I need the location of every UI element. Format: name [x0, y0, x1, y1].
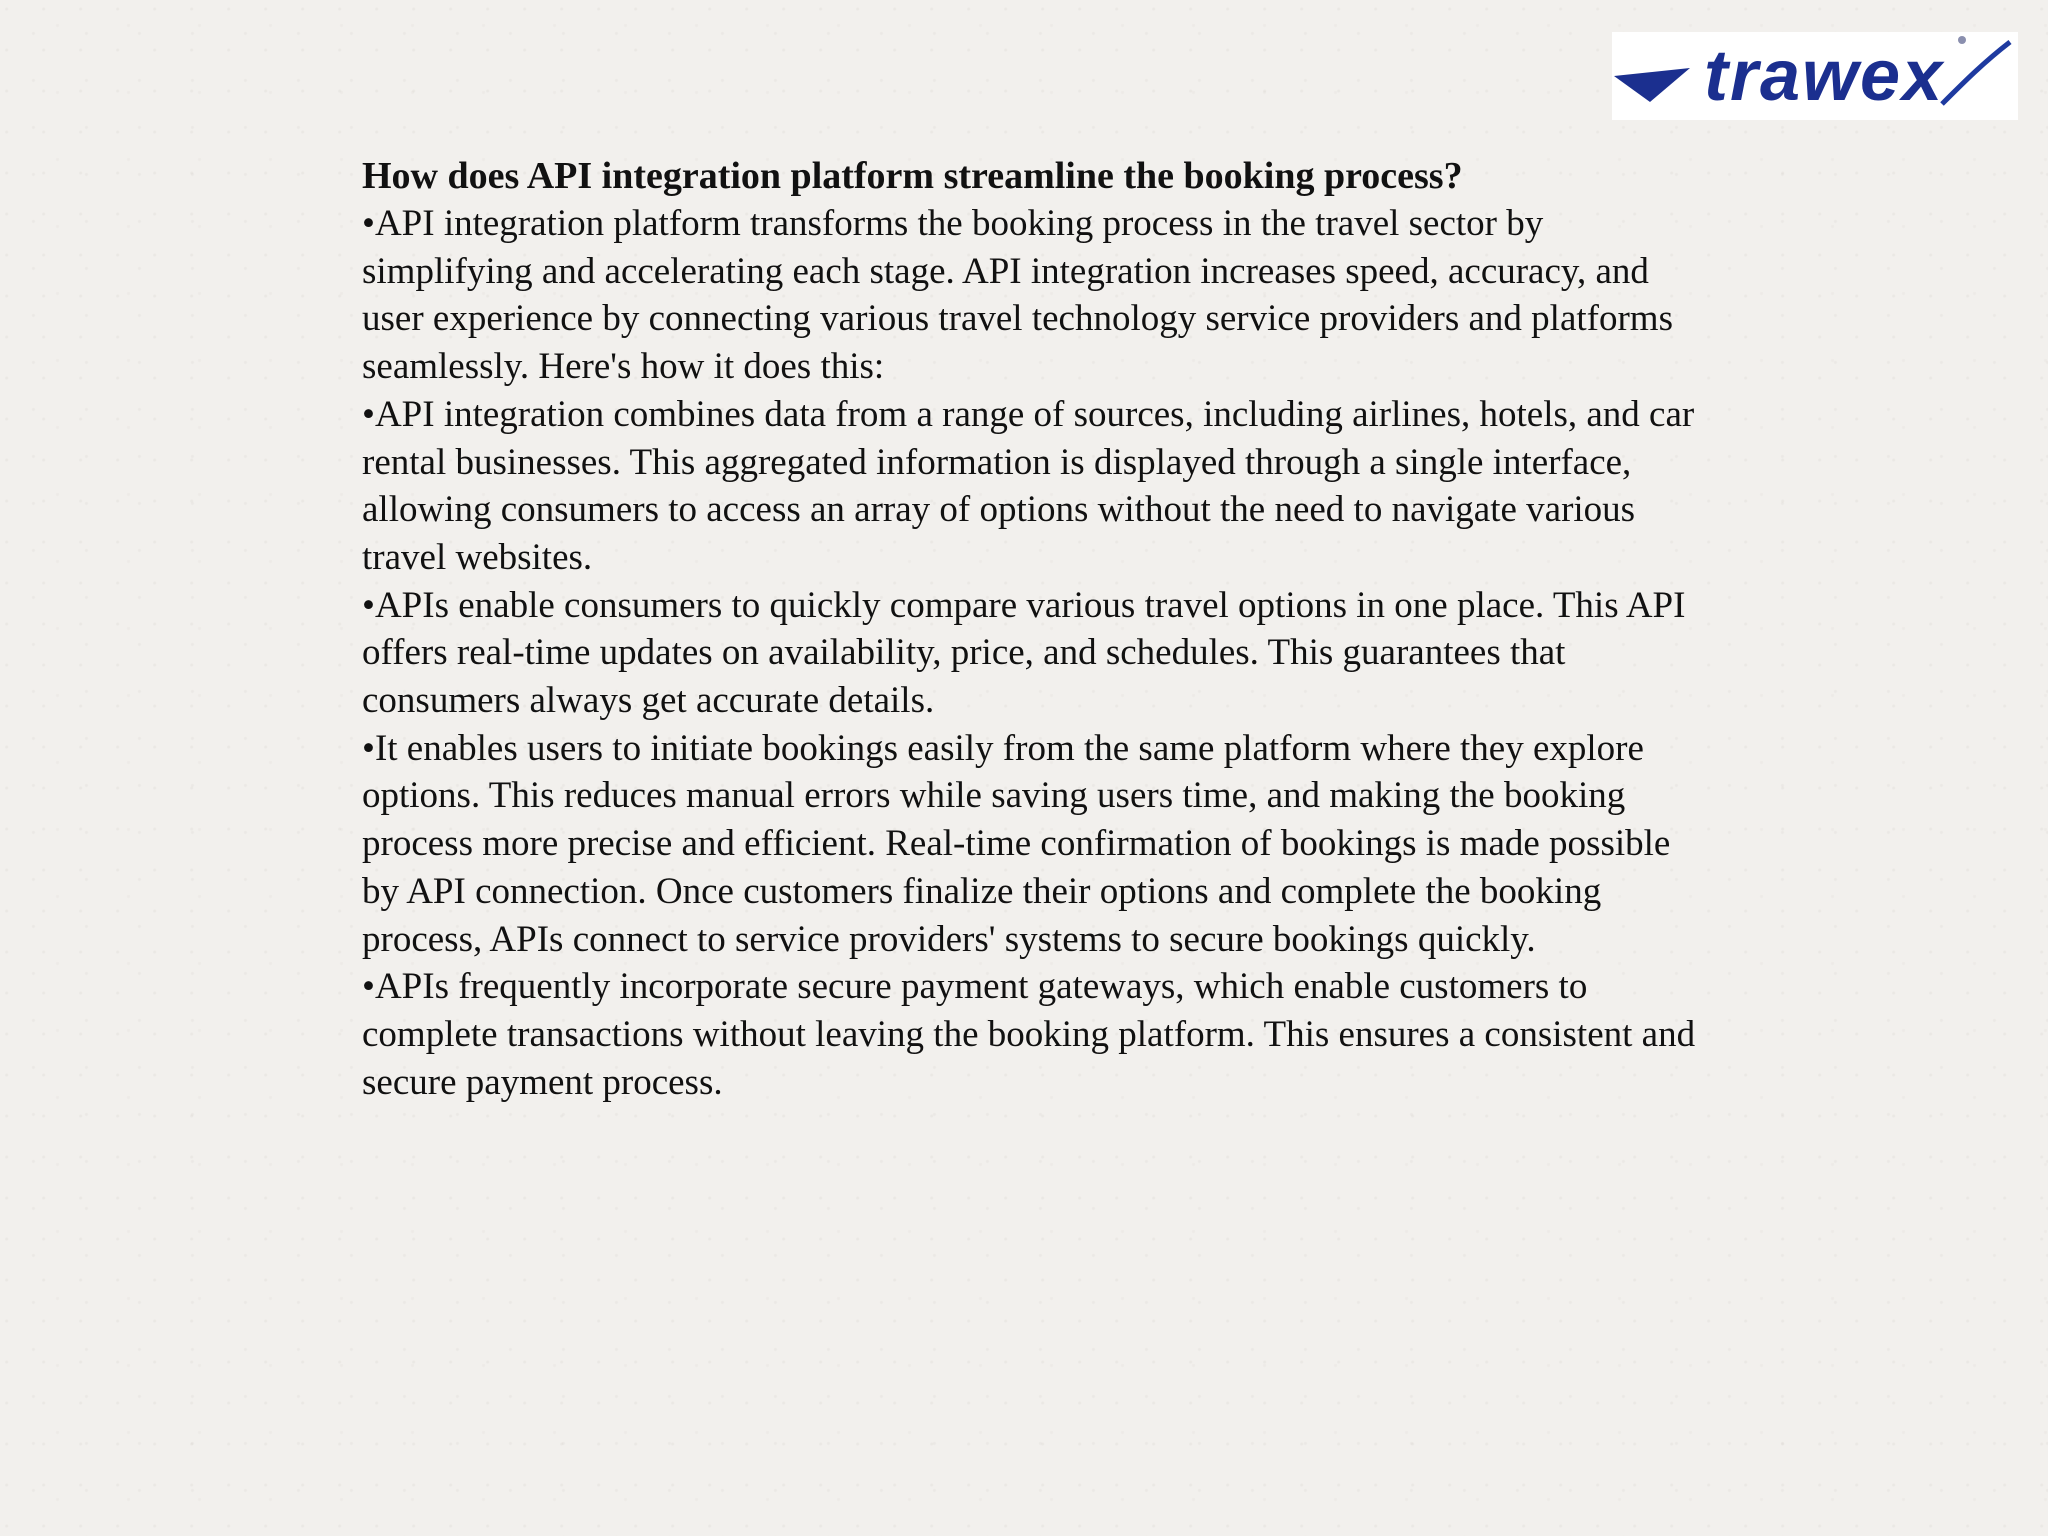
logo-swoosh-mark — [1942, 42, 2010, 104]
page-heading: How does API integration platform streamline the booking process? — [362, 155, 1463, 197]
bullet-paragraph: •APIs frequently incorporate secure payment gateways, which enable customers to complete transactions without leaving the booking platform. This ensures a consistent and secure payment process. — [362, 966, 1696, 1103]
main-content — [362, 152, 1702, 1106]
logo-wordmark: trawex — [1704, 36, 1945, 116]
bullet-paragraph: •APIs enable consumers to quickly compare various travel options in one place. This API offers real-time updates on availability, price, and schedules. This guarantees that consumers always get accurate details. — [362, 584, 1686, 722]
bullet-paragraph: •It enables users to initiate bookings easily from the same platform where they explore options. This reduces manual errors while saving users time, and making the booking process more precise and efficient. Real-time confirmation of bookings is made possible by API connection. Once customers finalize their options and complete the booking process, APIs connect to service providers' systems to secure bookings quickly. — [362, 727, 1671, 960]
arrow-swoosh-icon — [1614, 68, 1690, 102]
bullet-paragraph: •API integration combines data from a range of sources, including airlines, hotels, and car rental businesses. This aggregated information is displayed through a single interface, allowing consumers to access an array of options without the need to navigate various travel websites. — [362, 393, 1695, 578]
trawex-logo — [1612, 32, 2018, 120]
registered-mark-icon — [1958, 36, 1966, 44]
bullet-paragraph: •API integration platform transforms the booking process in the travel sector by simplifying and accelerating each stage. API integration increases speed, accuracy, and user experience by connecting various travel technology service providers and platforms seamlessly. Here's how it does this: — [362, 203, 1673, 388]
